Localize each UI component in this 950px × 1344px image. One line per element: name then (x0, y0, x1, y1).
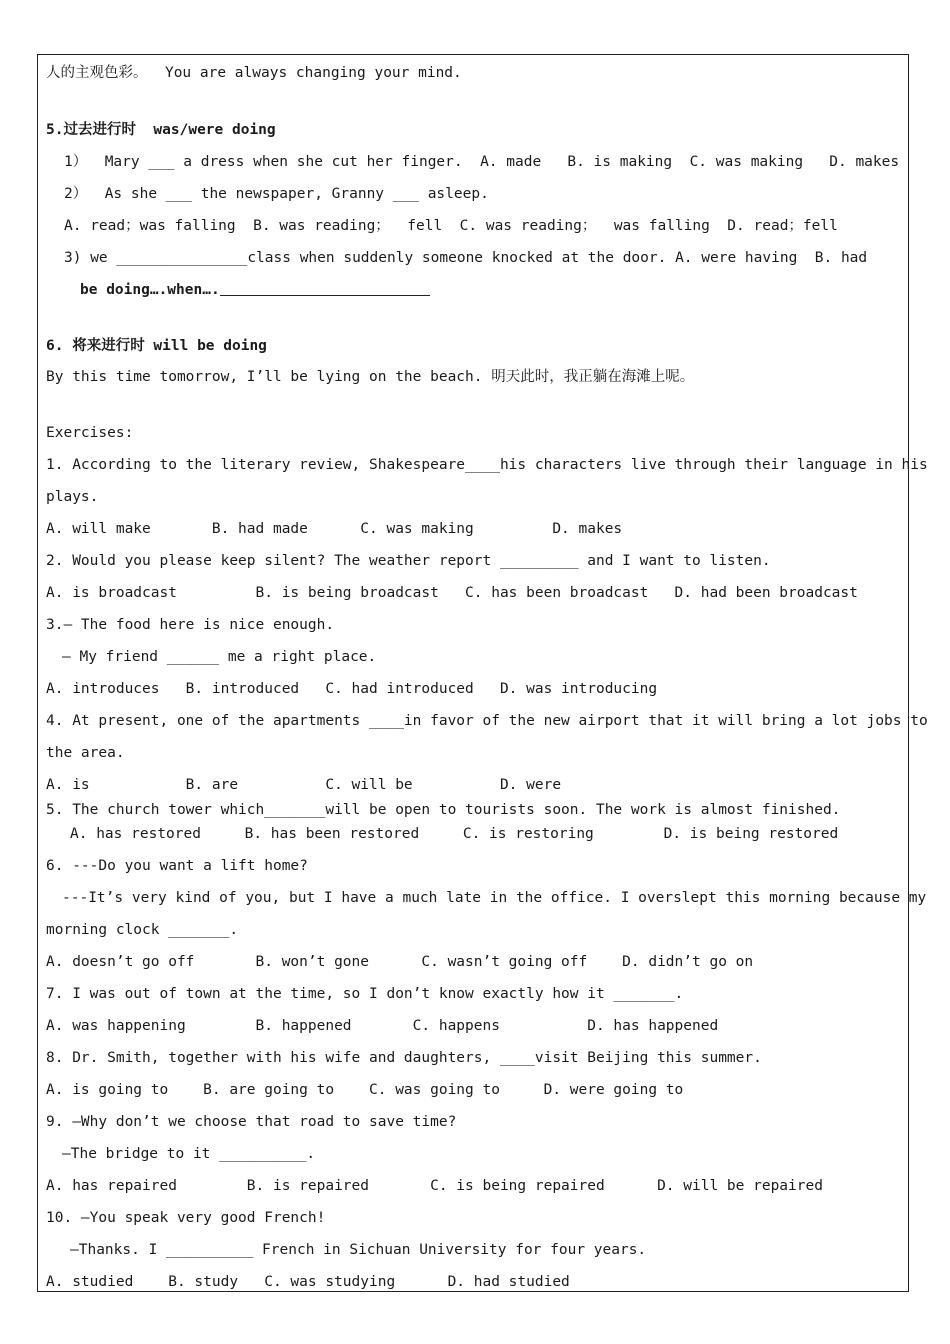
text-line: 9. —Why don’t we choose that road to save time? (46, 1114, 457, 1130)
text-line: 7. I was out of town at the time, so I don’t know exactly how it _______. (46, 986, 684, 1002)
text-line: ---It’s very kind of you, but I have a much late in the office. I overslept this morning because my (62, 890, 927, 906)
text-line: A. studied B. study C. was studying D. had studied (46, 1274, 570, 1290)
text-line: A. has repaired B. is repaired C. is being repaired D. will be repaired (46, 1178, 823, 1194)
text-line: By this time tomorrow, I’ll be lying on the beach. 明天此时，我正躺在海滩上呢。 (46, 369, 695, 385)
text-line: 1. According to the literary review, Shakespeare____his characters live through their language in his (46, 457, 928, 473)
text-line: — My friend ______ me a right place. (62, 649, 377, 665)
text-line: 6. ---Do you want a lift home? (46, 858, 308, 874)
text-line: 4. At present, one of the apartments ____in favor of the new airport that it will bring a lot jobs to (46, 713, 928, 729)
text-line: A. is B. are C. will be D. were (46, 777, 562, 793)
text-line: —The bridge to it __________. (62, 1146, 316, 1162)
text-line: 6. 将来进行时 will be doing (46, 338, 267, 354)
text-line: A. was happening B. happened C. happens D. has happened (46, 1018, 719, 1034)
page-border (37, 54, 909, 1292)
text-line: be doing….when…. (80, 281, 430, 299)
text-line: 2） As she ___ the newspaper, Granny ___ asleep. (64, 186, 489, 202)
text-line: Exercises: (46, 425, 134, 441)
text-line: A. doesn’t go off B. won’t gone C. wasn’t going off D. didn’t go on (46, 954, 754, 970)
text-line: 5.过去进行时 was/were doing (46, 122, 276, 138)
text-line: 3) we _______________class when suddenly someone knocked at the door. A. were having B. had (64, 250, 868, 266)
text-line: morning clock _______. (46, 922, 239, 938)
text-line: 8. Dr. Smith, together with his wife and daughters, ____visit Beijing this summer. (46, 1050, 762, 1066)
text-line: A. has restored B. has been restored C. is restoring D. is being restored (70, 826, 839, 842)
text-line: 1） Mary ___ a dress when she cut her finger. A. made B. is making C. was making D. makes (64, 154, 900, 170)
text-line: —Thanks. I __________ French in Sichuan University for four years. (70, 1242, 647, 1258)
text-line: 人的主观色彩。 You are always changing your mind. (46, 65, 462, 81)
text-line: A. read；was falling B. was reading； fell C. was reading； was falling D. read；fell (64, 218, 838, 234)
text-line: A. will make B. had made C. was making D. makes (46, 521, 623, 537)
text-line: 3.— The food here is nice enough. (46, 617, 335, 633)
text-line: plays. (46, 489, 99, 505)
text-line: A. is going to B. are going to C. was going to D. were going to (46, 1082, 684, 1098)
text-line: 10. —You speak very good French! (46, 1210, 326, 1226)
text-line: 2. Would you please keep silent? The weather report _________ and I want to listen. (46, 553, 771, 569)
answer-blank (220, 281, 430, 296)
text-line: 5. The church tower which_______will be open to tourists soon. The work is almost finished. (46, 802, 841, 818)
text-line: A. introduces B. introduced C. had introduced D. was introducing (46, 681, 658, 697)
text-line: A. is broadcast B. is being broadcast C. has been broadcast D. had been broadcast (46, 585, 858, 601)
text-line: the area. (46, 745, 125, 761)
